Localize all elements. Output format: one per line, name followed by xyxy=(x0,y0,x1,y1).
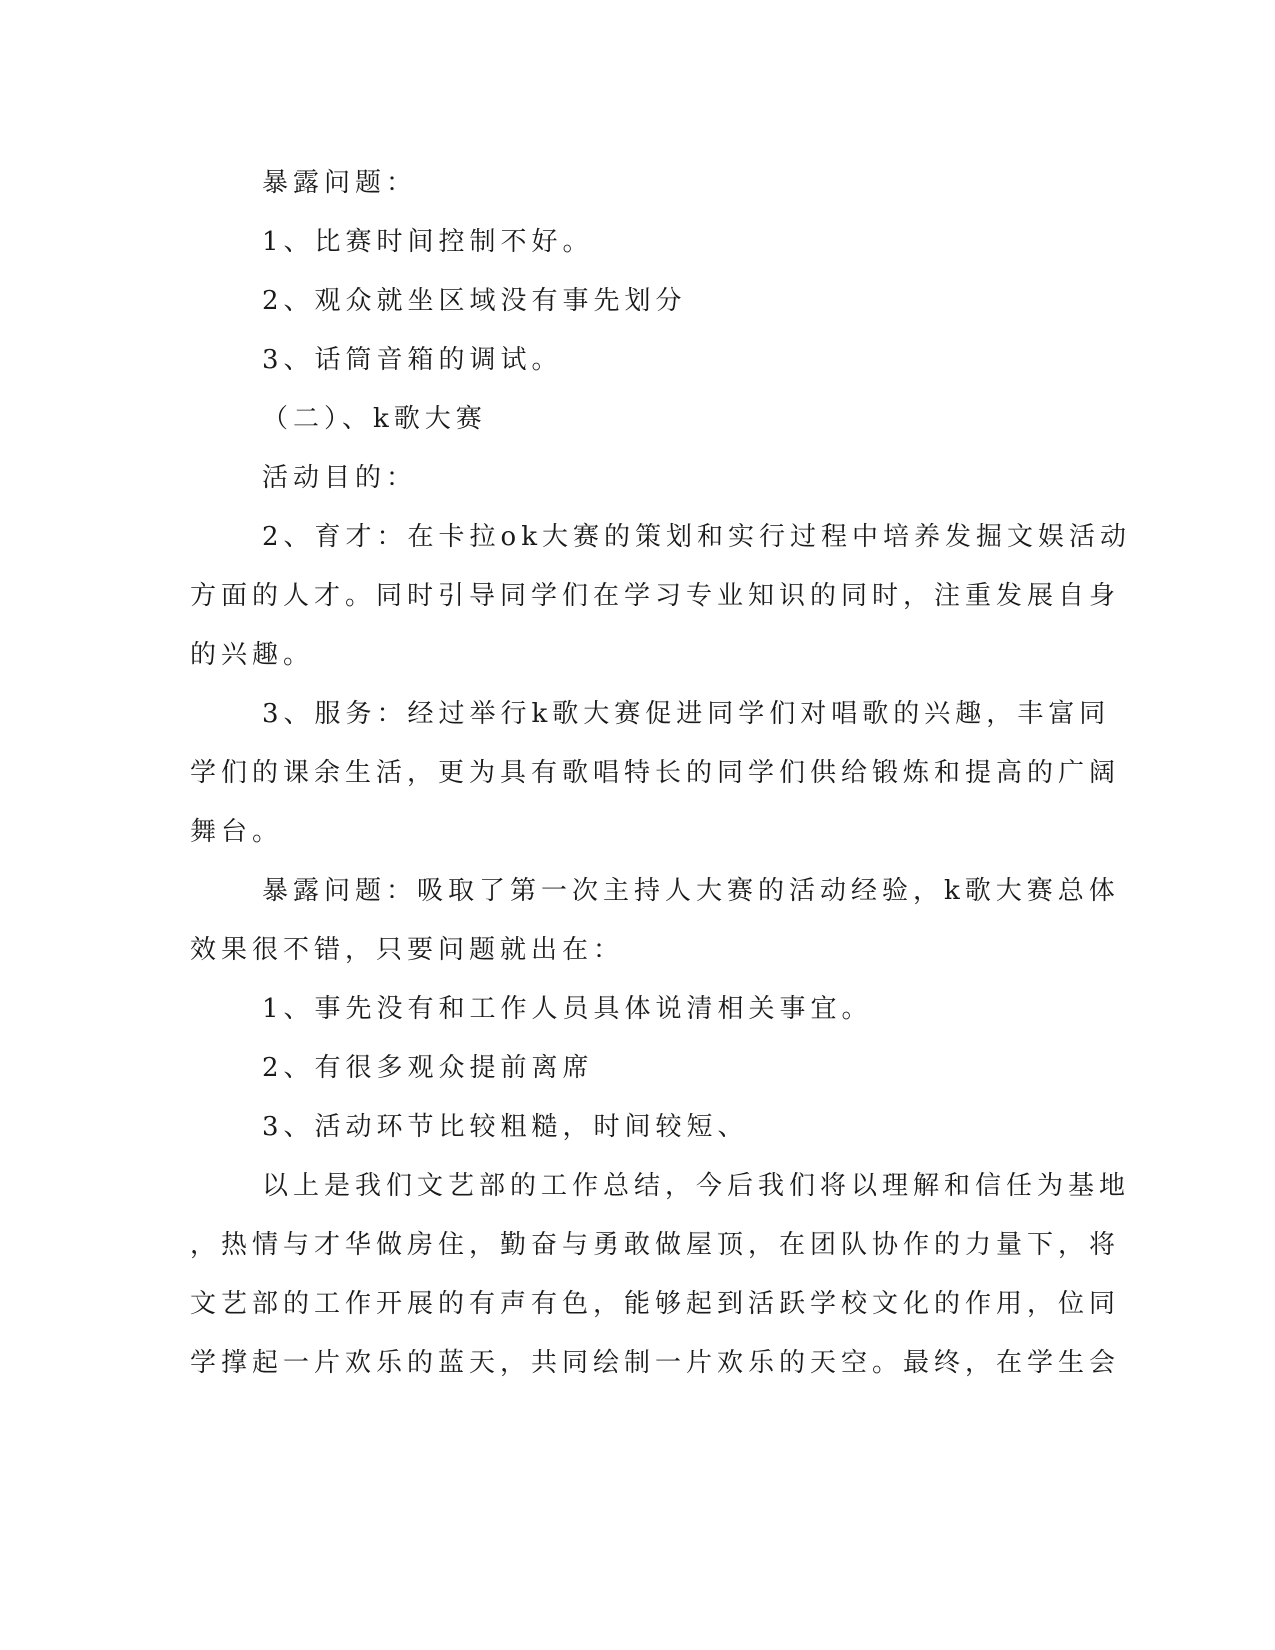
paragraph-line: 效果很不错，只要问题就出在： xyxy=(190,935,625,965)
list-item: 3、活动环节比较粗糙，时间较短、 xyxy=(262,1112,749,1142)
paragraph-line: 2、育才：在卡拉ok大赛的策划和实行过程中培养发掘文娱活动 xyxy=(262,522,1131,552)
section-heading-purpose: 活动目的： xyxy=(262,463,418,493)
paragraph-line: 以上是我们文艺部的工作总结，今后我们将以理解和信任为基地 xyxy=(262,1171,1131,1201)
paragraph-line: 学们的课余生活，更为具有歌唱特长的同学们供给锻炼和提高的广阔 xyxy=(190,758,1121,788)
paragraph-line: 的兴趣。 xyxy=(190,640,315,670)
paragraph-line: 学撑起一片欢乐的蓝天，共同绘制一片欢乐的天空。最终，在学生会 xyxy=(190,1348,1121,1378)
paragraph-line: 文艺部的工作开展的有声有色，能够起到活跃学校文化的作用，位同 xyxy=(190,1289,1121,1319)
paragraph-line: 舞台。 xyxy=(190,817,284,847)
paragraph-line: 方面的人才。同时引导同学们在学习专业知识的同时，注重发展自身 xyxy=(190,581,1121,611)
section-title-karaoke: （二）、k歌大赛 xyxy=(262,404,487,434)
paragraph-line: 3、服务：经过举行k歌大赛促进同学们对唱歌的兴趣，丰富同 xyxy=(262,699,1111,729)
list-item: 1、比赛时间控制不好。 xyxy=(262,227,594,257)
list-item: 3、话筒音箱的调试。 xyxy=(262,345,563,375)
list-item: 2、有很多观众提前离席 xyxy=(262,1053,594,1083)
list-item: 1、事先没有和工作人员具体说清相关事宜。 xyxy=(262,994,873,1024)
paragraph-line: ，热情与才华做房住，勤奋与勇敢做屋顶，在团队协作的力量下，将 xyxy=(190,1230,1121,1260)
paragraph-line: 暴露问题：吸取了第一次主持人大赛的活动经验，k歌大赛总体 xyxy=(262,876,1120,906)
list-item: 2、观众就坐区域没有事先划分 xyxy=(262,286,687,316)
section-heading-issues: 暴露问题： xyxy=(262,168,418,198)
